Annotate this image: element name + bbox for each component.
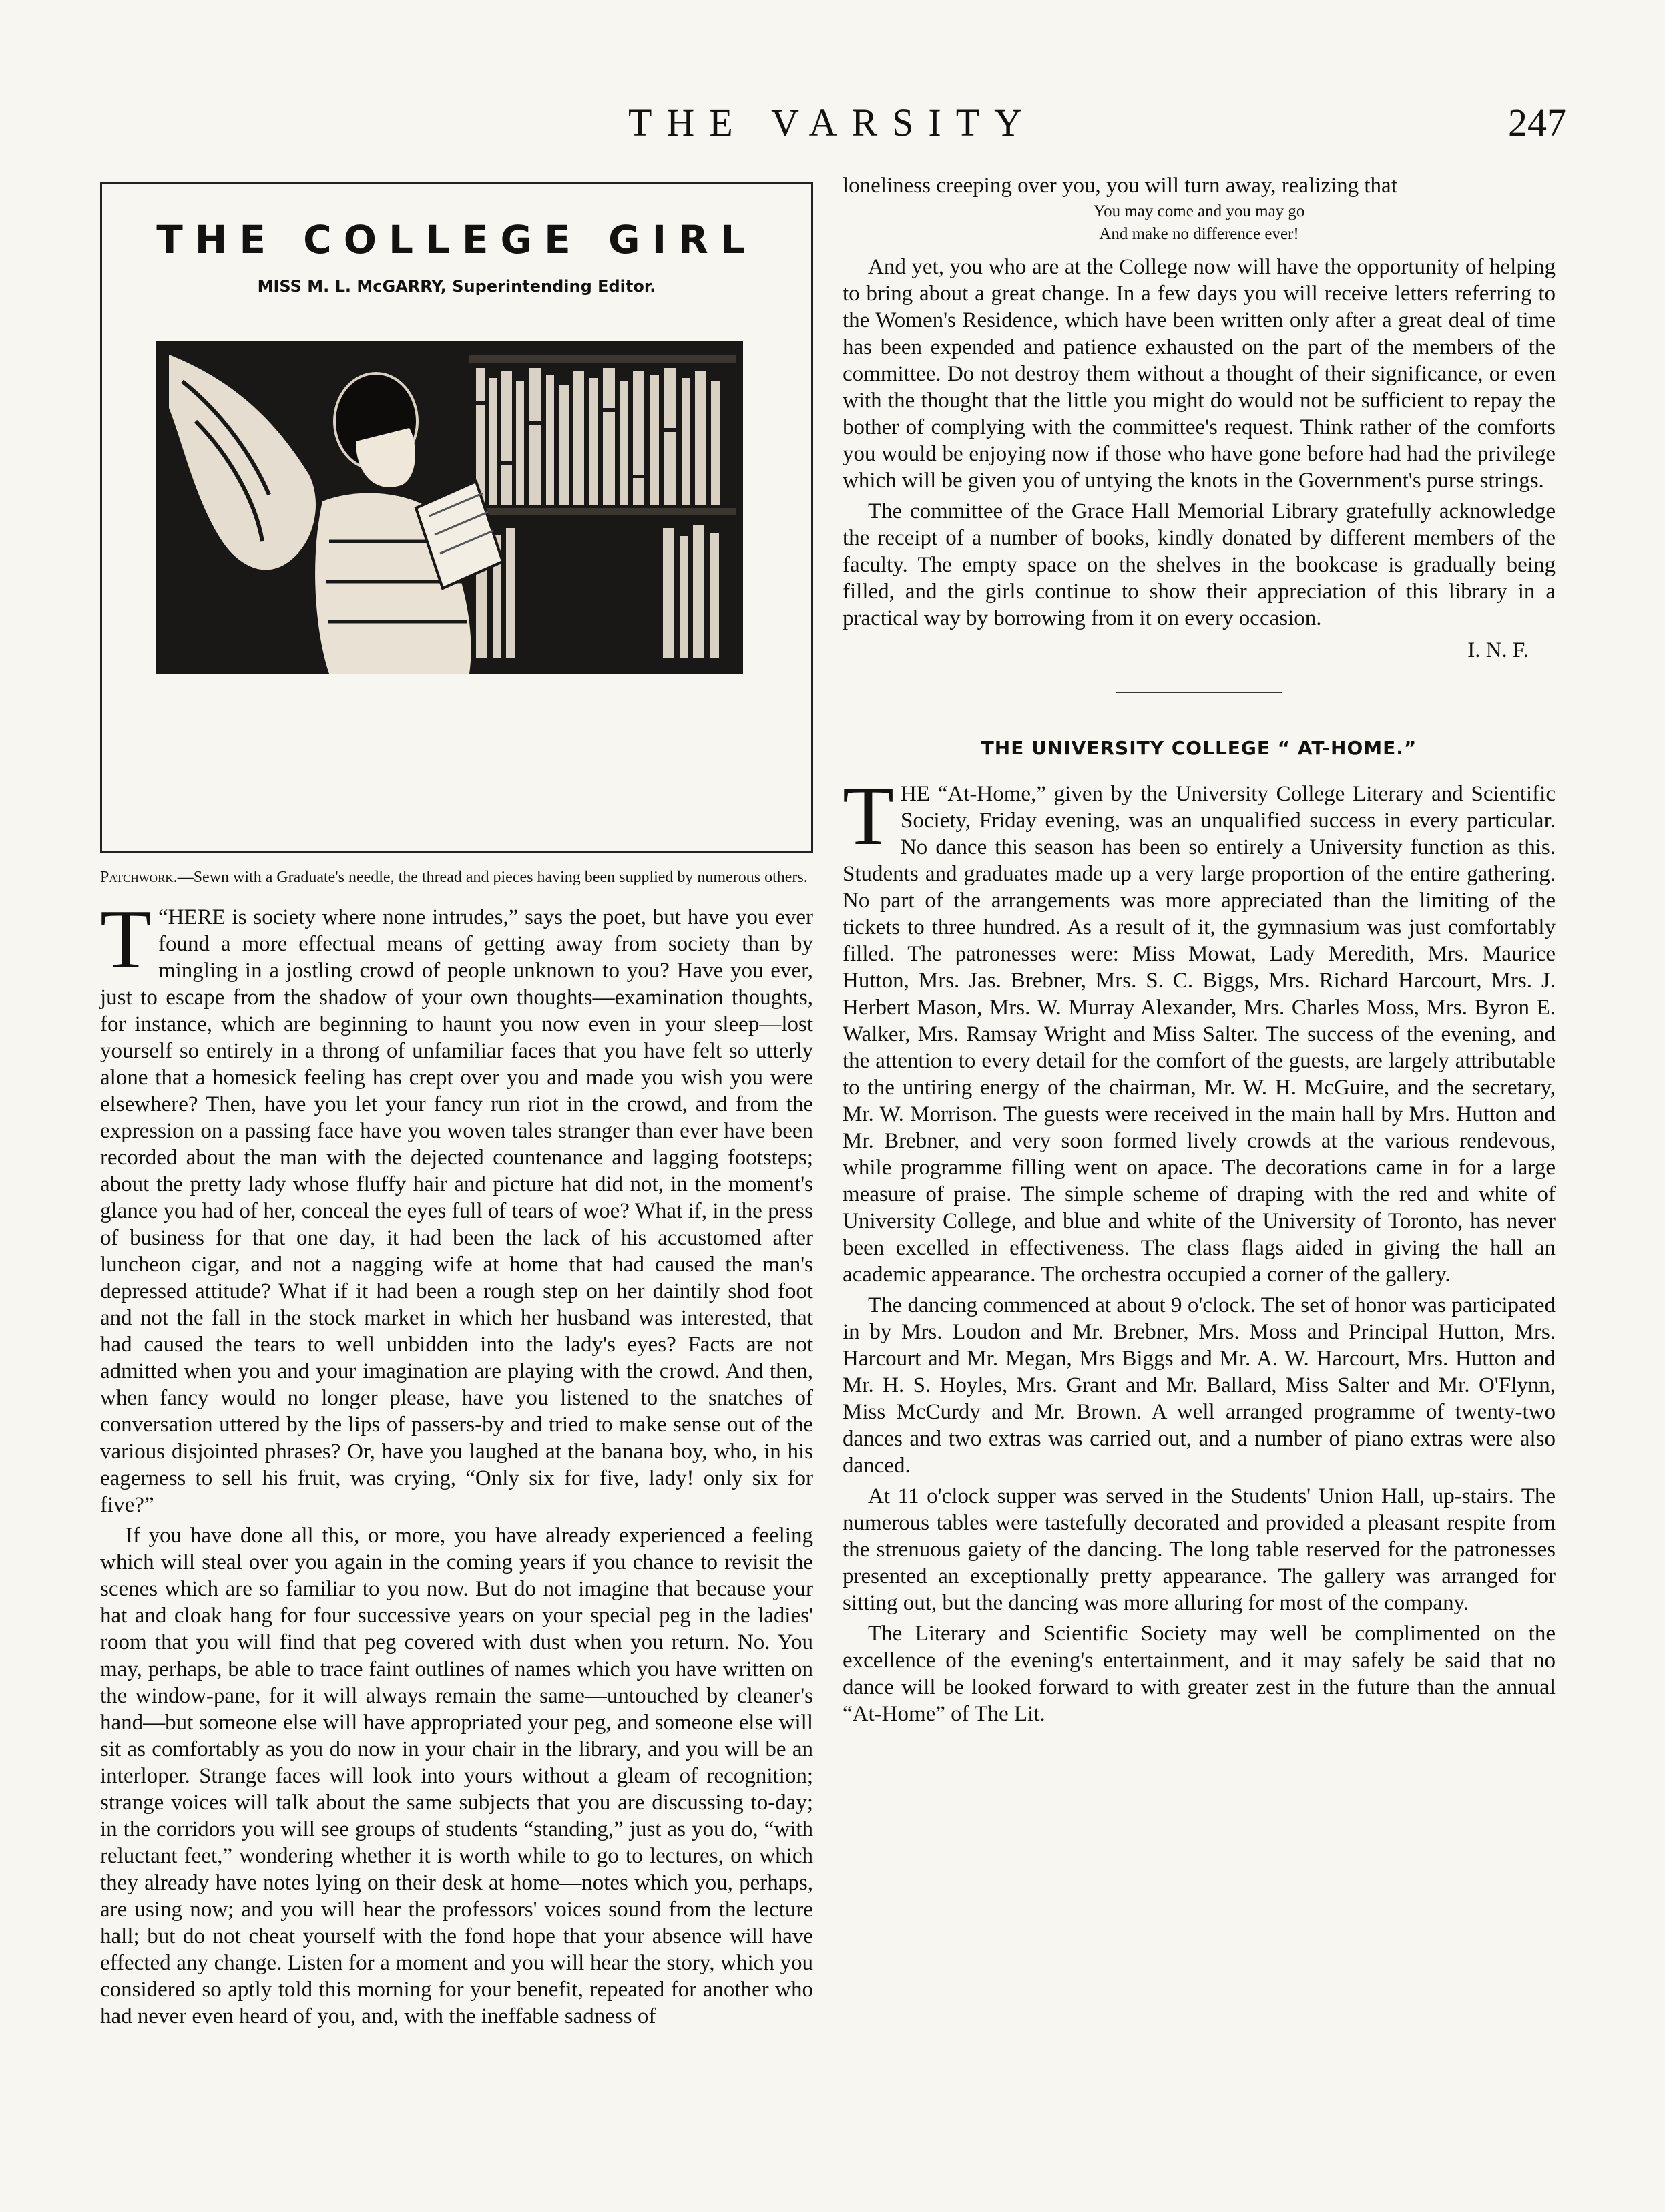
page-number: 247 — [1508, 101, 1566, 144]
essay-paragraph-3: And yet, you who are at the College now will have the opportunity of helping to bring about a great change. In a few days you will receive letters referring to the Women's Residence, which have been written only after a great deal of time has been expended and patience exhausted on the part of the members of the committee. Do not destroy them without a thought of their significance, or even with the thought that the little you might do would not be sufficient to repay the bother of complying with the committee's request. Think rather of the comforts you would be enjoying now if those who have gone before had had the privilege which will be given you of untying the knots in the Government's purse strings. — [843, 255, 1556, 493]
verse-line-1: You may come and you may go — [1093, 202, 1305, 220]
patchwork-caption — [100, 868, 813, 887]
running-head — [0, 100, 1665, 154]
patchwork-text: —Sewn with a Graduate's needle, the thread and pieces having been supplied by numerous others. — [177, 869, 808, 886]
section-title: THE COLLEGE GIRL — [156, 217, 757, 262]
at-home-paragraph-1 — [843, 770, 1556, 1288]
drop-cap: T — [100, 893, 152, 986]
essay-paragraph-4: The committee of the Grace Hall Memorial Library gratefully acknowledge the receipt of a number of books, kindly donated by different members of the faculty. The empty space on the shelves in the bookcase is gradually being filled, and the girls continue to show their appreciation of this library in a practical way by borrowing from it on every occasion. — [843, 499, 1556, 630]
at-home-paragraph-2: The dancing commenced at about 9 o'clock. The set of honor was participated in by Mrs. Loudon and Mr. Brebner, Mrs. Moss and Principal Hutton, Mrs. Harcourt and Mr. Megan, Mrs Biggs and Mr. A. W. Harcourt, Mrs. Hutton and Mr. H. S. Hoyles, Mrs. Grant and Mr. Ballard, Miss Salter and Mr. O'Flynn, Miss McCurdy and Mr. Brown. A well arranged programme of twenty-two dances and two extras was carried out, and a number of piano extras were also danced. — [843, 1293, 1556, 1478]
left-column — [100, 172, 813, 2030]
patchwork-label: Patchwork. — [100, 869, 178, 886]
essay-paragraph-1 — [100, 893, 813, 1518]
at-home-paragraph-4: The Literary and Scientific Society may well be complimented on the excellence of the evening's entertainment, and it may safely be said that no dance will be looked forward to with greater zest in the future than the annual “At-Home” of The Lit. — [843, 1622, 1556, 1726]
journal-title: THE VARSITY — [628, 101, 1037, 144]
girl-reading-illustration — [156, 341, 743, 674]
at-home-paragraph-1-text: HE “At-Home,” given by the University College Literary and Scientific Society, Friday evening, was an unqualified success in every particular. No dance this season has been so entirely a University function as this. Students and graduates made up a very large proportion of the entire gathering. No part of the arrangements was more appreciated than the limiting of the tickets to three hundred. As a result of it, the gymnasium was just comfortably filled. The patronesses were: Miss Mowat, Lady Meredith, Mrs. Maurice Hutton, Mrs. Jas. Brebner, Mrs. S. C. Biggs, Mrs. Richard Harcourt, Mrs. J. Herbert Mason, Mrs. W. Murray Alexander, Mrs. Charles Moss, Mrs. Byron E. Walker, Mrs. Ramsay Wright and Miss Salter. The success of the evening, and the attention to every detail for the comfort of the guests, are largely attributable to the untiring energy of the chairman, Mr. W. H. McGuire, and the secretary, Mr. W. Morrison. The guests were received in the main hall by Mrs. Hutton and Mr. Brebner, and very soon formed lively crowds at the various rendevous, while programme filling went on apace. The decorations came in for a large measure of praise. The simple scheme of draping with the red and white of University College, and blue and white of the University of Toronto, has never been excelled in effectiveness. The class flags aided in giving the hall an academic appearance. The orchestra occupied a corner of the gallery. — [843, 782, 1556, 1287]
section-header-box — [100, 182, 813, 853]
at-home-drop-cap: T — [843, 770, 894, 863]
essay-paragraph-2: If you have done all this, or more, you have already experienced a feeling which will steal over you again in the coming years if you chance to revisit the scenes which are so familiar to you now. But do not imagine that because your hat and cloak hang for four successive years on your special peg in the ladies' room that you will find that peg covered with dust when you return. No. You may, perhaps, be able to trace faint outlines of names which you have written on the window-pane, for it will always remain the same—untouched by cleaner's hand—but someone else will have appropriated your peg, and someone else will sit as comfortably as you do now in your chair in the library, and you will be an interloper. Strange faces will look into yours without a gleam of recognition; strange voices will talk about the same subjects that you are discussing to-day; in the corridors you will see groups of students “standing,” just as you do, “with reluctant feet,” wondering whether it is worth while to go to lectures, on which they already have notes lying on their desk at home—notes which you, perhaps, are using now; and you will hear the professors' voices sound from the lecture hall; but do not cheat yourself with the fond hope that your absence will have effected any change. Listen for a moment and you will hear the story, which you considered so aptly told this morning for your benefit, repeated for another who had never even heard of you, and, with the ineffable sadness of — [100, 1524, 813, 2028]
verse-line-2: And make no difference ever! — [1099, 225, 1299, 243]
essay-signature: I. N. F. — [1467, 638, 1529, 662]
article-title: THE UNIVERSITY COLLEGE “ AT-HOME.” — [981, 737, 1417, 759]
section-divider — [1116, 692, 1282, 693]
verse-quote — [843, 200, 1556, 246]
at-home-paragraph-3: At 11 o'clock supper was served in the Students' Union Hall, up-stairs. The numerous tables were tastefully decorated and provided a pleasant respite from the strenuous gaiety of the dancing. The long table reserved for the patronesses presented an exceptionally pretty appearance. The gallery was arranged for sitting out, but the dancing was more alluring for most of the company. — [843, 1484, 1556, 1615]
right-column — [843, 172, 1556, 1727]
essay-paragraph-1-text: “HERE is society where none intrudes,” says the poet, but have you ever found a more effectual means of getting away from society than by mingling in a jostling crowd of people unknown to you? Have you ever, just to escape from the shadow of your own thoughts—examination thoughts, for instance, which are beginning to haunt you now even in your sleep—lost yourself so entirely in a throng of unfamiliar faces that you have felt so utterly alone that a homesick feeling has crept over you and made you wish you were elsewhere? Then, have you let your fancy run riot in the crowd, and from the expression on a passing face have you woven tales stranger than ever have been recorded about the man with the dejected countenance and lagging footsteps; about the pretty lady whose fluffy hair and picture hat did not, in the moment's glance you had of her, conceal the eyes full of tears of woe? What if, in the press of business for that one day, it had been the lack of his accustomed after luncheon cigar, and not a nagging wife at home that had caused the man's depressed attitude? What if it had been a rough step on her daintily shod foot and not the fall in the stock market in which her husband was interested, that had caused the tears to well unbidden into the lady's eyes? Facts are not admitted when you and your imagination are playing with the crowd. And then, when fancy would no longer please, have you listened to the snatches of conversation uttered by the lips of passers-by and tried to make sense out of the various disjointed phrases? Or, have you laughed at the banana boy, who, in his eagerness to sell his fruit, was crying, “Only six for five, lady! only six for five?” — [100, 905, 813, 1517]
essay-paragraph-2-continued: loneliness creeping over you, you will turn away, realizing that — [843, 174, 1397, 198]
section-editor: MISS M. L. McGARRY, Superintending Editor. — [257, 277, 656, 296]
